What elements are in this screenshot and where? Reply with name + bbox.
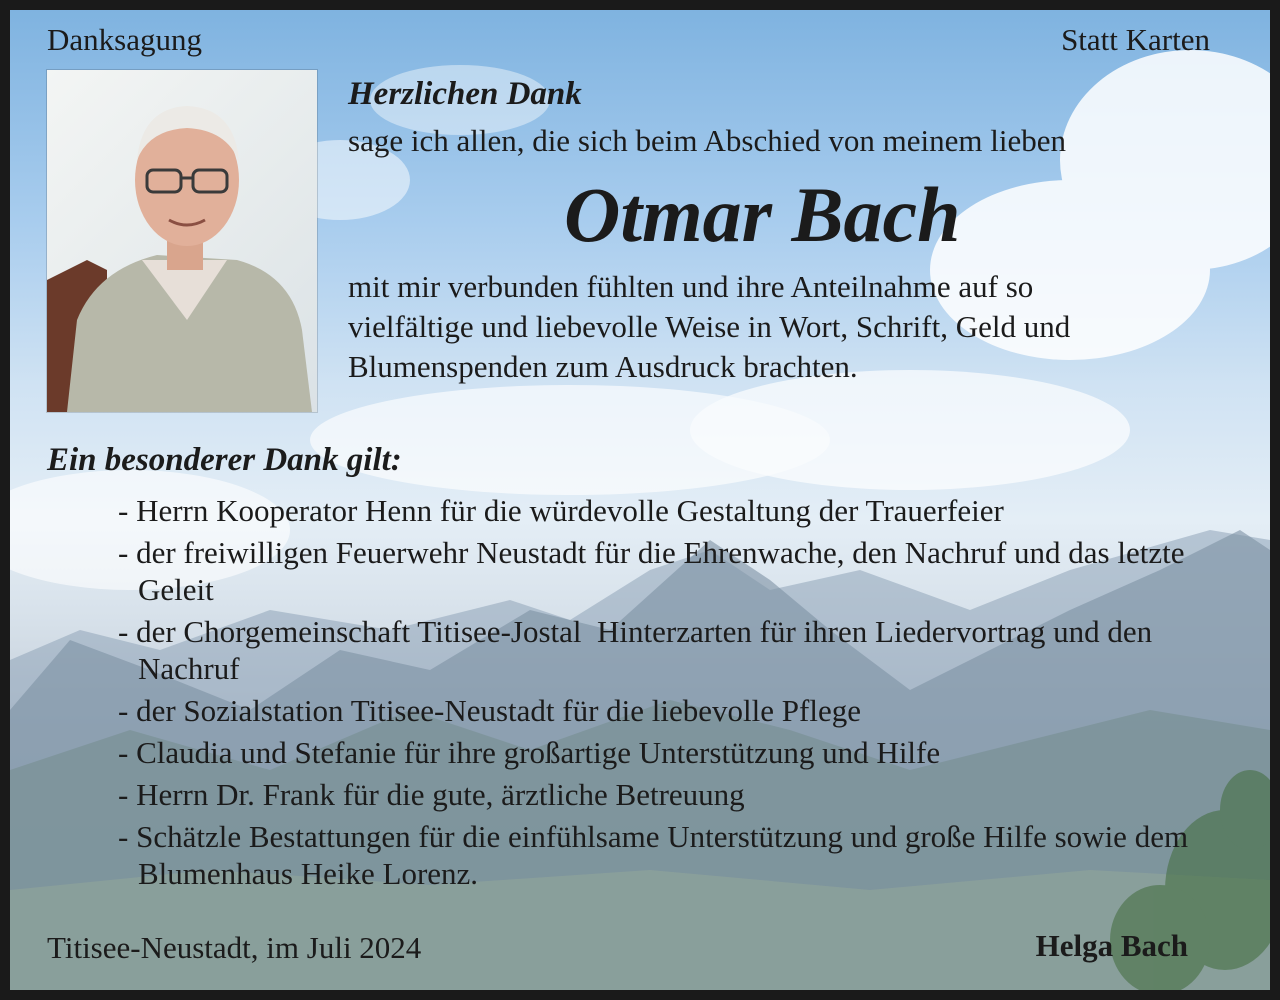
intro-line: sage ich allen, die sich beim Abschied von meinem lieben (348, 123, 1066, 158)
thanks-list (118, 492, 1228, 897)
label-statt-karten: Statt Karten (1061, 22, 1210, 57)
intro-para-line-1: mit mir verbunden fühlten und ihre Anteilnahme auf so (348, 269, 1034, 304)
thanks-item: - der freiwilligen Feuerwehr Neustadt für die Ehrenwache, den Nachruf und das letzte Geleit (118, 535, 1193, 607)
thanks-item: - der Sozialstation Titisee-Neustadt für die liebevolle Pflege (118, 693, 861, 728)
thanks-item: - Herrn Kooperator Henn für die würdevolle Gestaltung der Trauerfeier (118, 493, 1004, 528)
portrait-photo (47, 70, 317, 412)
place-date: Titisee-Neustadt, im Juli 2024 (47, 930, 422, 965)
intro-heading: Herzlichen Dank (348, 76, 582, 112)
thanks-item: - der Chorgemeinschaft Titisee-Jostal Hinterzarten für ihren Liedervortrag und den Nachruf (118, 614, 1160, 686)
label-danksagung: Danksagung (47, 22, 202, 57)
signature: Helga Bach (1035, 928, 1188, 963)
deceased-name: Otmar Bach (564, 171, 961, 258)
thanks-item: - Claudia und Stefanie für ihre großartige Unterstützung und Hilfe (118, 735, 941, 770)
thanks-item: - Schätzle Bestattungen für die einfühlsame Unterstützung und große Hilfe sowie dem Blumenhaus Heike Lorenz. (118, 819, 1196, 891)
intro-para-line-3: Blumenspenden zum Ausdruck brachten. (348, 349, 858, 384)
thanks-heading: Ein besonderer Dank gilt: (47, 442, 402, 478)
intro-para-line-2: vielfältige und liebevolle Weise in Wort, Schrift, Geld und (348, 309, 1071, 344)
thanks-item: - Herrn Dr. Frank für die gute, ärztliche Betreuung (118, 777, 745, 812)
